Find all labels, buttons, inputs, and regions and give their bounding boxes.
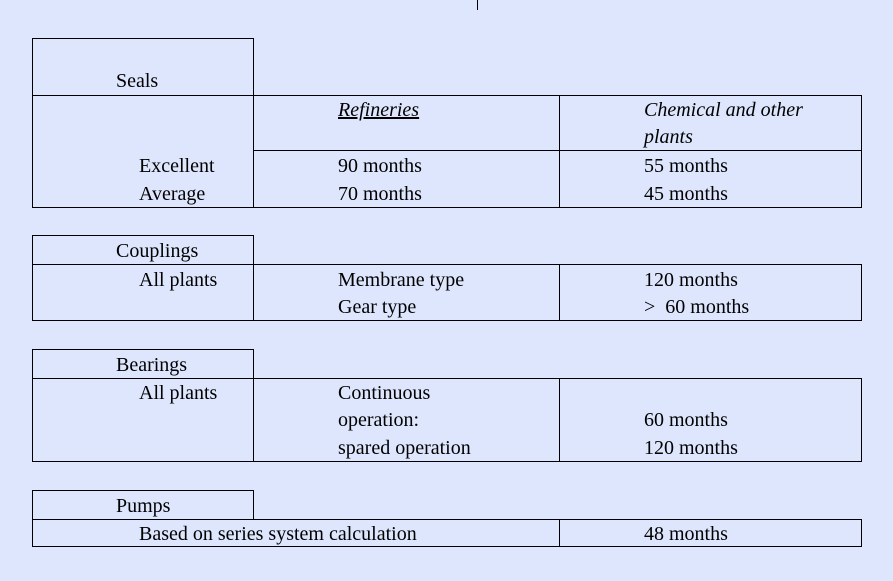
seals-header-line: [253, 150, 862, 151]
seals-row-excellent-label: Excellent: [139, 155, 215, 177]
bearings-divider-1: [253, 378, 254, 462]
seals-row-average-chemical: 45 months: [644, 183, 728, 205]
couplings-row-gear-value: > 60 months: [644, 296, 750, 318]
pumps-title: Pumps: [116, 495, 171, 517]
bearings-type-line1: Continuous: [338, 382, 431, 404]
pumps-divider: [559, 519, 560, 547]
seals-col-chemical-line2: plants: [644, 126, 693, 148]
bearings-divider-2: [559, 378, 560, 462]
bearings-value-line3: 120 months: [644, 437, 738, 459]
seals-row-average-label: Average: [139, 183, 206, 205]
couplings-row-membrane-type: Membrane type: [338, 269, 465, 291]
couplings-label: All plants: [139, 269, 218, 291]
couplings-title: Couplings: [116, 240, 199, 262]
seals-row-excellent-chemical: 55 months: [644, 155, 728, 177]
seals-row-excellent-refineries: 90 months: [338, 155, 422, 177]
bearings-label: All plants: [139, 382, 218, 404]
couplings-row-gear-type: Gear type: [338, 296, 417, 318]
couplings-divider-1: [253, 264, 254, 321]
bearings-type-line2: operation:: [338, 409, 420, 431]
seals-col-refineries: Refineries: [338, 99, 420, 121]
seals-divider-2: [559, 95, 560, 208]
seals-col-chemical-line1: Chemical and other: [644, 99, 803, 121]
top-tick-mark: [477, 0, 478, 10]
bearings-value-line2: 60 months: [644, 409, 728, 431]
seals-title: Seals: [116, 70, 159, 92]
bearings-type-line3: spared operation: [338, 437, 471, 459]
seals-row-average-refineries: 70 months: [338, 183, 422, 205]
couplings-divider-2: [559, 264, 560, 321]
pumps-value: 48 months: [644, 523, 728, 545]
couplings-row-membrane-value: 120 months: [644, 269, 738, 291]
pumps-basis: Based on series system calculation: [139, 523, 417, 545]
seals-divider-1: [253, 95, 254, 208]
bearings-title: Bearings: [116, 354, 188, 376]
